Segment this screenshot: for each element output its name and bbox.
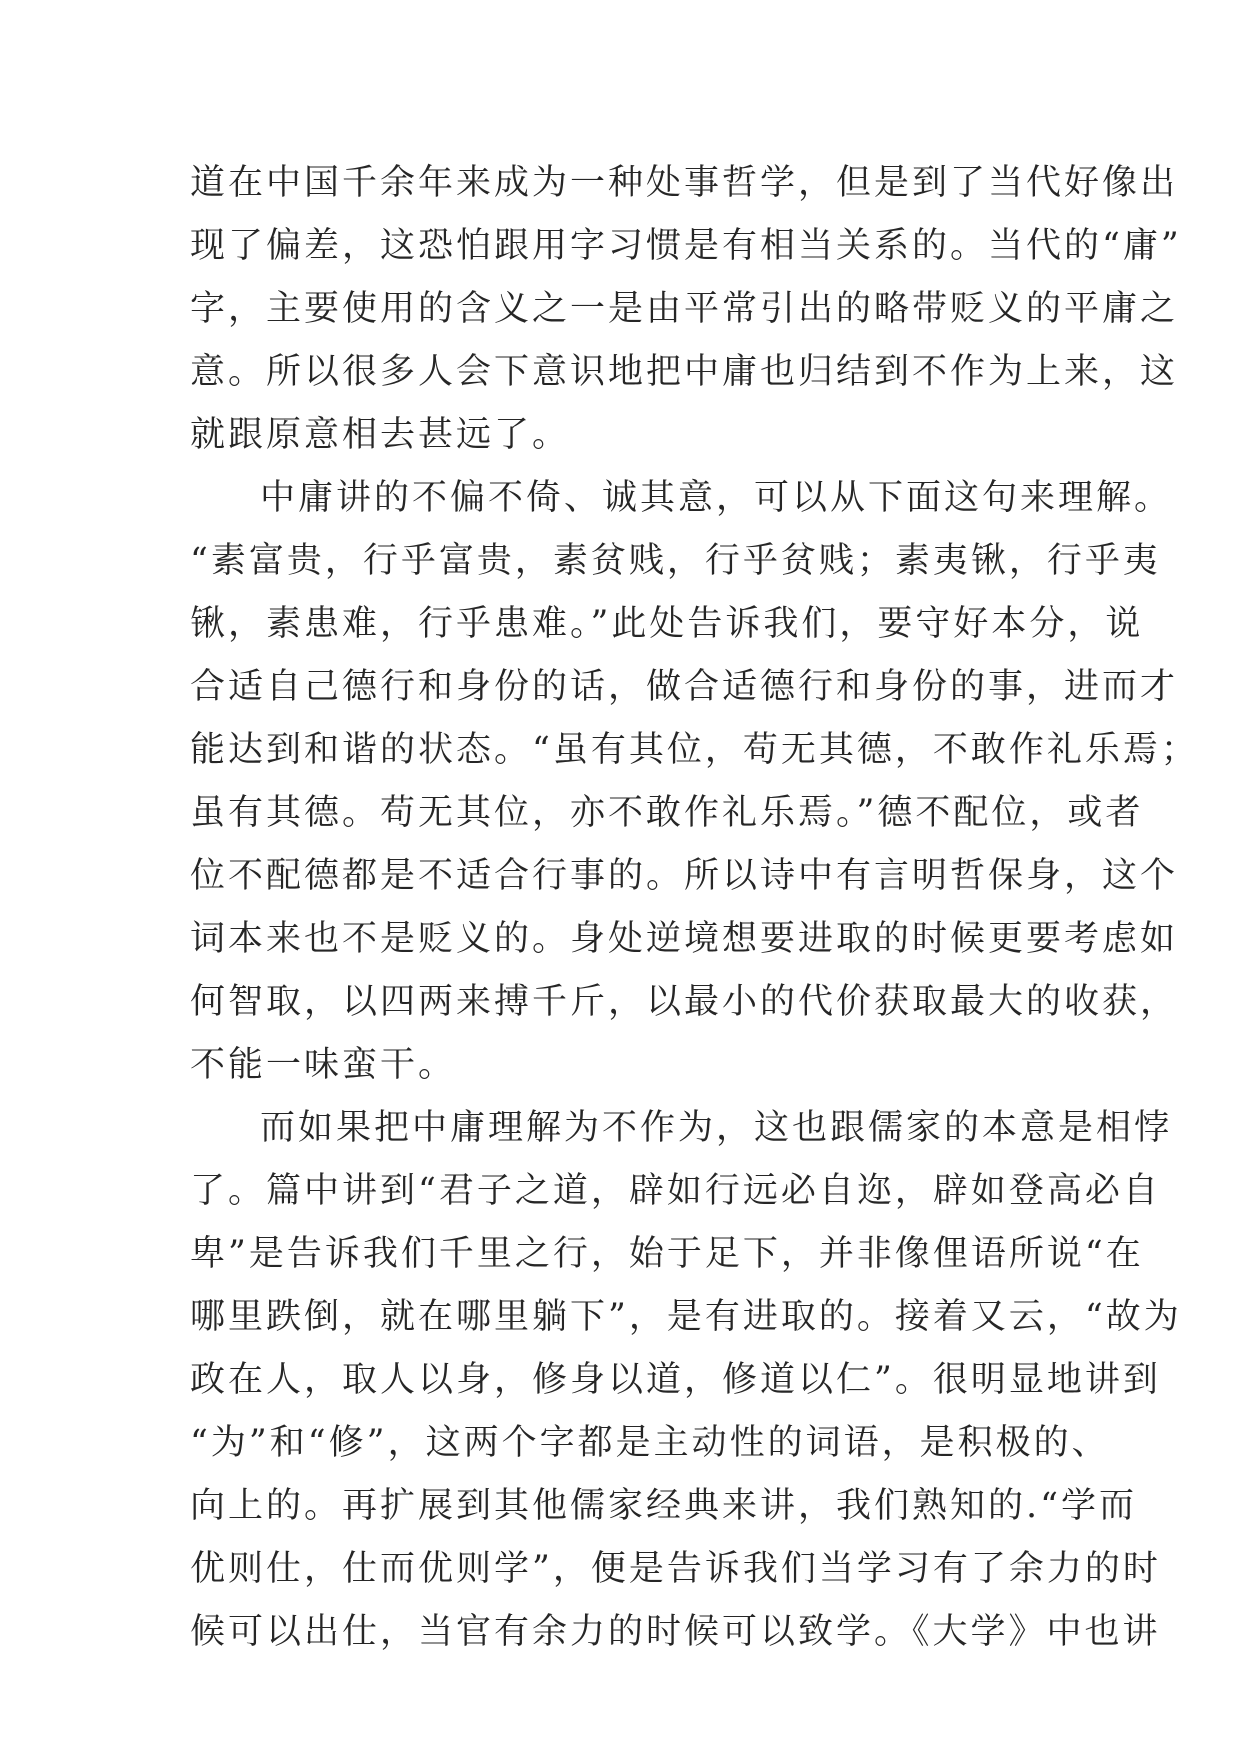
text-line: 卑”是告诉我们千里之行，始于足下，并非像俚语所说“在 bbox=[190, 1234, 1144, 1274]
text-line: 能达到和谐的状态。“虽有其位，苟无其德，不敢作礼乐焉； bbox=[190, 730, 1199, 770]
text-line: 意。所以很多人会下意识地把中庸也归结到不作为上来，这 bbox=[190, 352, 1179, 392]
text-line: 锹，素患难，行乎患难。”此处告诉我们，要守好本分，说 bbox=[190, 604, 1144, 644]
text-line: 位不配德都是不适合行事的。所以诗中有言明哲保身，这个 bbox=[190, 856, 1179, 896]
paragraph-first-line: 中庸讲的不偏不倚、诚其意，可以从下面这句来理解。 bbox=[260, 478, 1173, 518]
text-line: 虽有其德。苟无其位，亦不敢作礼乐焉。”德不配位，或者 bbox=[190, 793, 1144, 833]
text-line: 不能一味蛮干。 bbox=[190, 1045, 457, 1085]
text-line: 就跟原意相去甚远了。 bbox=[190, 415, 571, 455]
paragraph-first-line: 而如果把中庸理解为不作为，这也跟儒家的本意是相悖 bbox=[260, 1108, 1173, 1148]
text-line: 何智取，以四两来搏千斤，以最小的代价获取最大的收获， bbox=[190, 982, 1179, 1022]
text-line: 优则仕，仕而优则学”，便是告诉我们当学习有了余力的时 bbox=[190, 1549, 1161, 1589]
text-line: 道在中国千余年来成为一种处事哲学，但是到了当代好像出 bbox=[190, 163, 1179, 203]
text-line: 候可以出仕，当官有余力的时候可以致学。《大学》中也讲 bbox=[190, 1612, 1161, 1652]
text-line: 合适自己德行和身份的话，做合适德行和身份的事，进而才 bbox=[190, 667, 1179, 707]
text-line: “为”和“修”，这两个字都是主动性的词语，是积极的、 bbox=[190, 1423, 1110, 1463]
text-line: “素富贵，行乎富贵，素贫贱，行乎贫贱；素夷锹，行乎夷 bbox=[190, 541, 1161, 581]
text-line: 现了偏差，这恐怕跟用字习惯是有相当关系的。当代的“庸” bbox=[190, 226, 1182, 266]
text-line: 词本来也不是贬义的。身处逆境想要进取的时候更要考虑如 bbox=[190, 919, 1179, 959]
text-line: 字，主要使用的含义之一是由平常引出的略带贬义的平庸之 bbox=[190, 289, 1179, 329]
text-line: 政在人，取人以身，修身以道，修道以仁”。很明显地讲到 bbox=[190, 1360, 1161, 1400]
text-line: 向上的。再扩展到其他儒家经典来讲，我们熟知的.“学而 bbox=[190, 1486, 1138, 1526]
text-line: 哪里跌倒，就在哪里躺下”，是有进取的。接着又云，“故为 bbox=[190, 1297, 1182, 1337]
body-text bbox=[190, 152, 1199, 1664]
text-line: 了。篇中讲到“君子之道，辟如行远必自迩，辟如登高必自 bbox=[190, 1171, 1161, 1211]
